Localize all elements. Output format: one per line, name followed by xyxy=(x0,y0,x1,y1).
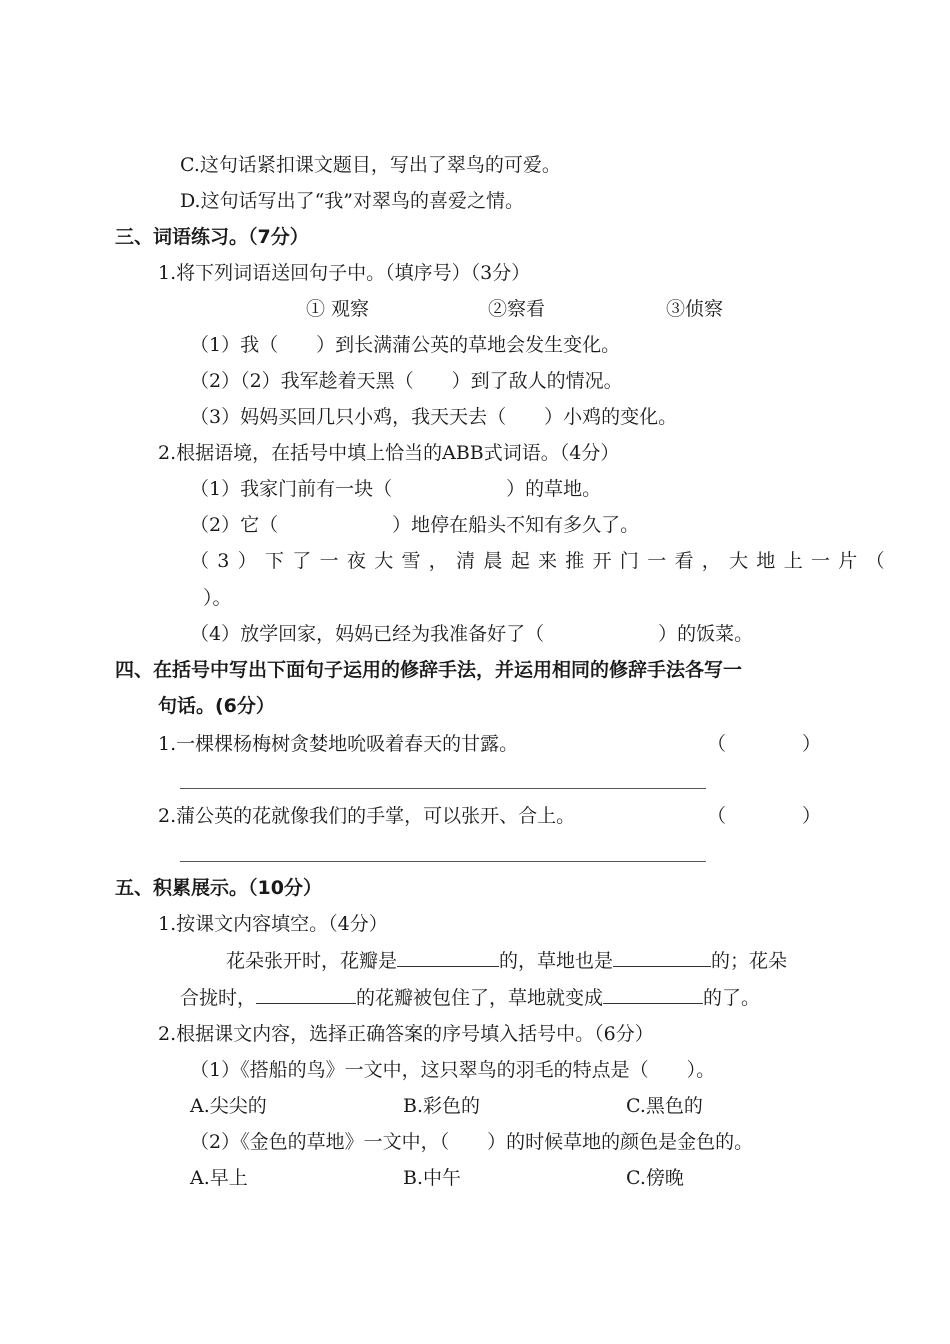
fill-blank-2[interactable] xyxy=(613,948,711,967)
word-option-1: ① 观察 xyxy=(306,298,370,320)
question-5-2-2: （2）《金色的草地》一文中，（ ）的时候草地的颜色是金色的。 xyxy=(190,1131,754,1153)
sentence-3-2-1: （1）我家门前有一块（ ）的草地。 xyxy=(190,478,602,500)
question-3-2: 2.根据语境，在括号中填上恰当的ABB式词语。（4分） xyxy=(158,442,620,464)
answer-paren-4-2[interactable]: （ ） xyxy=(707,805,822,827)
question-4-1: 1.一棵棵杨梅树贪婪地吮吸着春天的甘露。 xyxy=(158,733,519,755)
question-5-2-1: （1）《搭船的鸟》一文中，这只翠鸟的羽毛的特点是（ ）。 xyxy=(190,1059,716,1081)
sentence-3-2-3-end: ）。 xyxy=(203,587,232,609)
fill-text-2a: 合拢时， xyxy=(180,987,257,1009)
choice-5-2-2-b: B.中午 xyxy=(403,1167,462,1189)
fill-text-1a: 花朵张开时，花瓣是 xyxy=(226,950,398,972)
question-5-2: 2.根据课文内容，选择正确答案的序号填入括号中。（6分） xyxy=(158,1023,654,1045)
fill-text-1b: 的，草地也是 xyxy=(499,950,614,972)
fill-text-2c: 的了。 xyxy=(703,987,761,1009)
fill-text-2b: 的花瓣被包住了，草地就变成 xyxy=(356,987,604,1009)
option-c: C.这句话紧扣课文题目，写出了翠鸟的可爱。 xyxy=(180,154,561,176)
fill-line-2 xyxy=(180,985,760,1010)
sentence-3-1-1: （1）我（ ）到长满蒲公英的草地会发生变化。 xyxy=(190,334,621,356)
section-5-heading: 五、积累展示。（10分） xyxy=(115,877,322,899)
sentence-3-1-2: （2）（2）我军趁着天黑（ ）到了敌人的情况。 xyxy=(190,370,623,392)
sentence-3-2-4: （4）放学回家，妈妈已经为我准备好了（ ）的饭菜。 xyxy=(190,623,754,645)
choice-5-2-1-a: A.尖尖的 xyxy=(190,1095,267,1117)
option-d: D.这句话写出了“我”对翠鸟的喜爱之情。 xyxy=(180,190,525,212)
fill-blank-3[interactable] xyxy=(256,985,356,1004)
word-option-2: ②察看 xyxy=(488,298,546,320)
answer-line-4-1[interactable] xyxy=(180,788,706,789)
question-5-1: 1.按课文内容填空。（4分） xyxy=(158,913,388,935)
choice-5-2-1-b: B.彩色的 xyxy=(403,1095,481,1117)
fill-blank-4[interactable] xyxy=(603,985,703,1004)
choice-5-2-2-c: C.傍晚 xyxy=(626,1167,684,1189)
sentence-3-2-2: （2）它（ ）地停在船头不知有多久了。 xyxy=(190,514,640,536)
question-3-1: 1.将下列词语送回句子中。（填序号）（3分） xyxy=(158,262,531,284)
answer-paren-4-1[interactable]: （ ） xyxy=(707,733,822,755)
sentence-3-1-3: （3）妈妈买回几只小鸡，我天天去（ ）小鸡的变化。 xyxy=(190,406,678,428)
sentence-3-2-3: （3）下了一夜大雪，清晨起来推开门一看，大地上一片（ xyxy=(190,550,893,572)
choice-5-2-2-a: A.早上 xyxy=(190,1167,248,1189)
section-3-heading: 三、词语练习。（7分） xyxy=(115,226,309,248)
answer-line-4-2[interactable] xyxy=(180,861,706,862)
word-option-3: ③侦察 xyxy=(666,298,724,320)
fill-line-1 xyxy=(226,948,787,973)
fill-text-1c: 的；花朵 xyxy=(711,950,788,972)
choice-5-2-1-c: C.黑色的 xyxy=(626,1095,703,1117)
section-4-heading-cont: 句话。(6分） xyxy=(158,695,275,717)
section-4-heading: 四、在括号中写出下面句子运用的修辞手法，并运用相同的修辞手法各写一 xyxy=(115,659,743,681)
fill-blank-1[interactable] xyxy=(397,948,499,967)
question-4-2: 2.蒲公英的花就像我们的手掌，可以张开、合上。 xyxy=(158,805,576,827)
